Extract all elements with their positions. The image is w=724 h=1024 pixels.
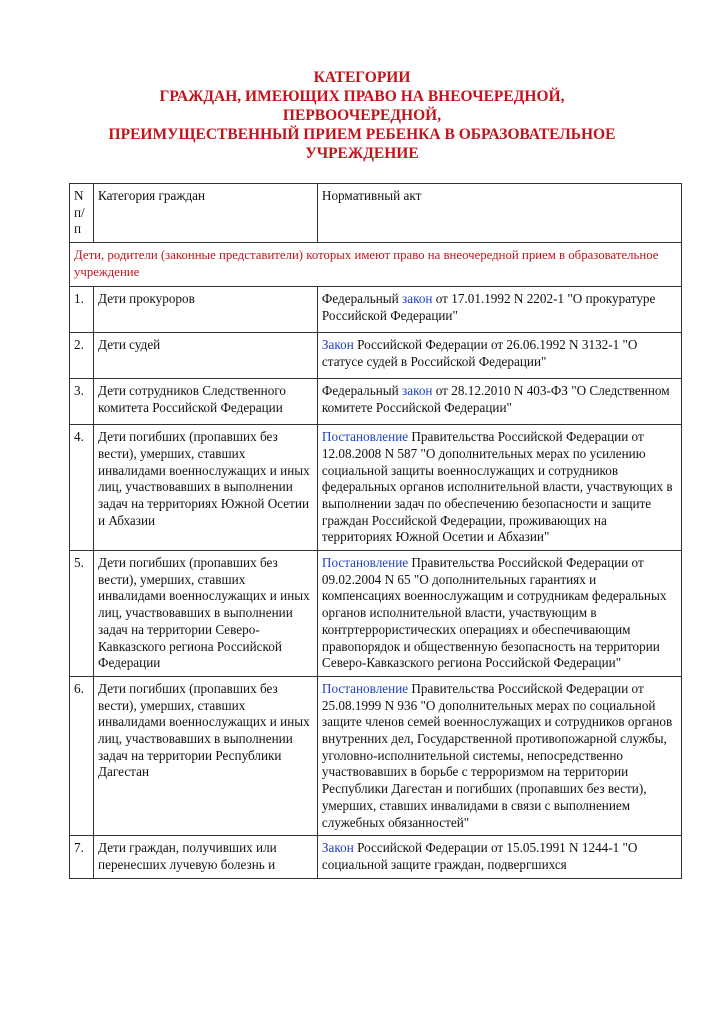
row-num: 4. — [70, 425, 94, 551]
row-category: Дети граждан, получивших или перенесших лучевую болезнь и — [94, 836, 318, 878]
act-link[interactable]: Закон — [321, 337, 354, 353]
row-act — [317, 425, 681, 551]
table-row — [70, 676, 682, 835]
header-category: Категория граждан — [94, 184, 318, 243]
act-text: Правительства Российской Федерации от 12.08.2008 N 587 "О дополнительных мерах по усилению социальной защиты военнослужащих и сотрудников федеральных органов исполнительной власти, участвующих в выполнении задач по обеспечению безопасности и защите граждан Российской Федерации, проживающих на территориях Южной Осетии и Абхазии" — [321, 429, 673, 545]
title-line: ПЕРВООЧЕРЕДНОЙ, — [282, 107, 442, 124]
row-category: Дети погибших (пропавших без вести), умерших, ставших инвалидами военнослужащих и иных лиц, участвовавших в выполнении задач на территории Республики Дагестан — [94, 676, 318, 835]
act-link[interactable]: Закон — [321, 840, 354, 856]
act-text: Правительства Российской Федерации от 25.08.1999 N 936 "О дополнительных мерах по социальной защите членов семей военнослужащих и сотрудников органов внутренних дел, Государственной противопожарной службы, уголовно-исполнительной системы, непосредственно участвовавших в борьбе с терроризмом на территории Республики Дагестан и погибших (пропавших без вести), умерших, ставших инвалидами в связи с выполнением служебных обязанностей" — [321, 680, 673, 830]
section-title: Дети, родители (законные представители) которых имеют право на внеочередной прием в образовательное учреждение — [70, 243, 682, 287]
act-link[interactable]: Постановление — [321, 429, 409, 445]
header-num: N п/п — [70, 184, 94, 243]
title-line: КАТЕГОРИИ — [313, 69, 411, 86]
row-num: 1. — [70, 287, 94, 333]
row-num: 3. — [70, 379, 94, 425]
row-act — [317, 836, 681, 878]
row-act — [317, 333, 681, 379]
act-link[interactable]: Постановление — [321, 680, 409, 696]
row-num: 6. — [70, 676, 94, 835]
title-line: УЧРЕЖДЕНИЕ — [305, 145, 419, 162]
row-act — [317, 551, 681, 677]
header-act: Нормативный акт — [317, 184, 681, 243]
row-num: 7. — [70, 836, 94, 878]
act-link[interactable]: закон — [402, 383, 433, 399]
row-category: Дети погибших (пропавших без вести), умерших, ставших инвалидами военнослужащих и иных лиц, участвовавших в выполнении задач на территориях Южной Осетии и Абхазии — [94, 425, 318, 551]
row-category: Дети погибших (пропавших без вести), умерших, ставших инвалидами военнослужащих и иных лиц, участвовавших в выполнении задач на территории Северо-Кавказского региона Российской Федерации — [94, 551, 318, 677]
row-category: Дети прокуроров — [94, 287, 318, 333]
row-category: Дети сотрудников Следственного комитета Российской Федерации — [94, 379, 318, 425]
table-row — [70, 333, 682, 379]
table-row — [70, 551, 682, 677]
title-line: ПРЕИМУЩЕСТВЕННЫЙ ПРИЕМ РЕБЕНКА В ОБРАЗОВАТЕЛЬНОЕ — [108, 126, 616, 143]
act-text: Правительства Российской Федерации от 09.02.2004 N 65 "О дополнительных гарантиях и компенсациях военнослужащим и сотрудникам федеральных органов исполнительной власти, участвующим в контртеррористических операциях и обеспечивающим правопорядок и общественную безопасность на территории Северо-Кавказского региона Российской Федерации" — [321, 555, 667, 671]
row-act — [317, 379, 681, 425]
row-act — [317, 676, 681, 835]
table-row — [70, 287, 682, 333]
table-row — [70, 379, 682, 425]
row-category: Дети судей — [94, 333, 318, 379]
act-link[interactable]: Постановление — [321, 555, 409, 571]
act-text: Российской Федерации от 26.06.1992 N 3132-1 "О статусе судей в Российской Федерации" — [321, 337, 638, 369]
categories-table — [69, 183, 682, 879]
act-text: Российской Федерации от 15.05.1991 N 1244-1 "О социальной защите граждан, подвергшихся — [321, 840, 638, 872]
act-text: от 28.12.2010 N 403-ФЗ "О Следственном комитете Российской Федерации" — [321, 383, 670, 415]
act-link[interactable]: закон — [402, 291, 433, 307]
row-num: 5. — [70, 551, 94, 677]
section-row — [70, 243, 682, 287]
table-row — [70, 836, 682, 878]
act-prefix: Федеральный — [321, 383, 403, 399]
document-title — [60, 68, 664, 163]
title-line: ГРАЖДАН, ИМЕЮЩИХ ПРАВО НА ВНЕОЧЕРЕДНОЙ, — [159, 88, 565, 105]
table-row — [70, 425, 682, 551]
table-header-row — [70, 184, 682, 243]
row-num: 2. — [70, 333, 94, 379]
act-prefix: Федеральный — [321, 291, 403, 307]
act-text: от 17.01.1992 N 2202-1 "О прокуратуре Российской Федерации" — [321, 291, 656, 323]
row-act — [317, 287, 681, 333]
